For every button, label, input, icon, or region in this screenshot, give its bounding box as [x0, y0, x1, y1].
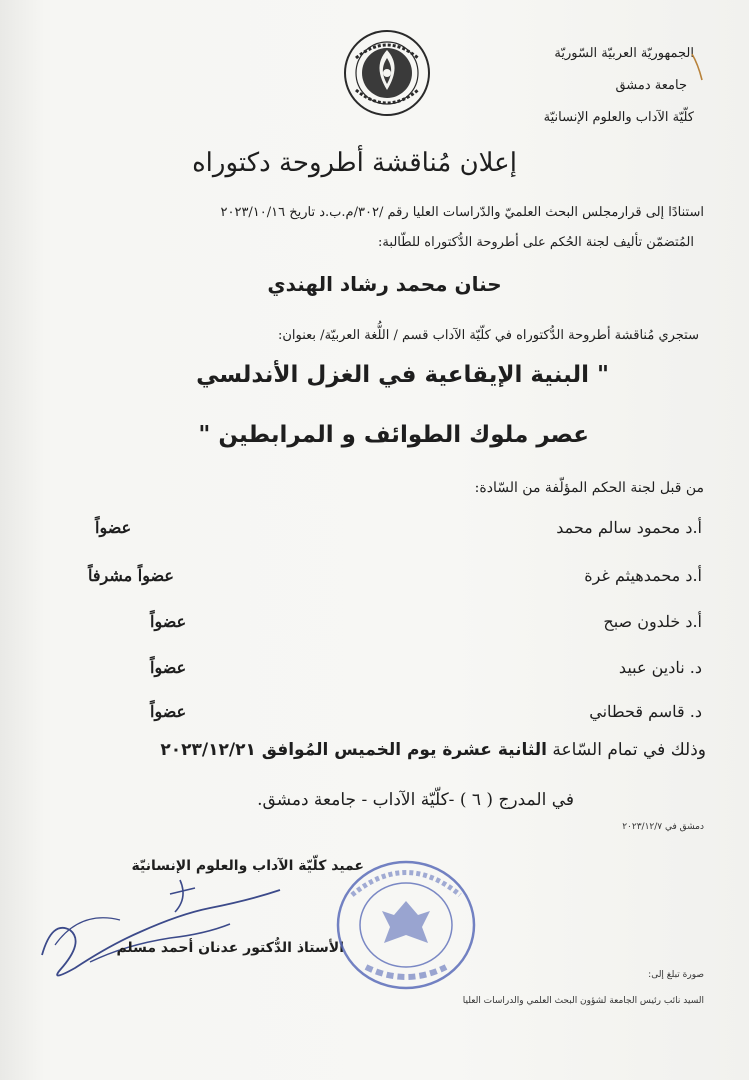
student-name: حنان محمد رشاد الهندي: [267, 272, 502, 296]
committee-intro: من قبل لجنة الحكم المؤلّفة من السّادة:: [474, 480, 704, 496]
header-republic: الجمهوريّة العربيّة السّوريّة: [554, 46, 694, 61]
damascus-university-logo-icon: [342, 28, 432, 118]
committee-member-name: د. نادين عبيد: [618, 658, 702, 677]
closing-location-line: في المدرج ( ٦ ) -كلّيّة الآداب - جامعة دمشق.: [257, 790, 574, 810]
copy-to-label: صورة تبلغ إلى:: [648, 970, 704, 980]
committee-member-name: د. قاسم قحطاني: [589, 702, 702, 721]
page-title: إعلان مُناقشة أطروحة دكتوراه: [192, 148, 517, 178]
committee-member-name: أ.د محمود سالم محمد: [556, 518, 702, 537]
dean-title: عميد كلّيّة الآداب والعلوم الإنسانيّة: [131, 858, 364, 874]
thesis-title-line-1: " البنية الإيقاعية في الغزل الأندلسي: [196, 362, 609, 388]
committee-member-role: عضواً: [150, 702, 187, 721]
issue-date: دمشق في ٢٠٢٣/١٢/٧: [622, 822, 704, 832]
intro-committee-line: المُتضمّن تأليف لجنة الحُكم على أطروحة الدُّكتوراه للطّالبة:: [378, 235, 694, 250]
header-university: جامعة دمشق: [615, 78, 687, 93]
defense-line: ستجري مُناقشة أطروحة الدُّكتوراه في كلّيّة الآداب قسم / اللُّغة العربيّة/ بعنوان:: [277, 328, 699, 343]
committee-member-name: أ.د خلدون صبح: [603, 612, 702, 631]
dean-name: الأستاذ الدُّكتور عدنان أحمد مسلم: [116, 940, 344, 956]
closing-time-line: [160, 740, 706, 760]
closing-date: الثانية عشرة يوم الخميس المُوافق ٢٠٢٣/١٢/٢١: [160, 740, 548, 760]
committee-member-name: أ.د محمدهيثم غرة: [584, 566, 702, 585]
intro-decision-line: استنادًا إلى قرارمجلس البحث العلميّ والدّراسات العليا رقم /٣٠٢/م.ب.د تاريخ ٢٠٢٣/١٠/١٦: [220, 205, 704, 220]
closing-prefix: وذلك في تمام السّاعة: [552, 740, 706, 760]
copy-to-recipient: السيد نائب رئيس الجامعة لشؤون البحث العلمي والدراسات العليا: [462, 996, 704, 1006]
pen-mark-icon: [688, 52, 708, 82]
faculty-seal-stamp-icon: [332, 855, 480, 995]
committee-member-role: عضواً: [150, 612, 187, 631]
header-faculty: كلّيّة الآداب والعلوم الإنسانيّة: [543, 110, 694, 125]
committee-member-role: عضواً: [150, 658, 187, 677]
thesis-title-line-2: عصر ملوك الطوائف و المرابطين ": [198, 422, 589, 448]
committee-member-role: عضواً مشرفاً: [88, 566, 174, 585]
committee-member-role: عضواً: [95, 518, 132, 537]
